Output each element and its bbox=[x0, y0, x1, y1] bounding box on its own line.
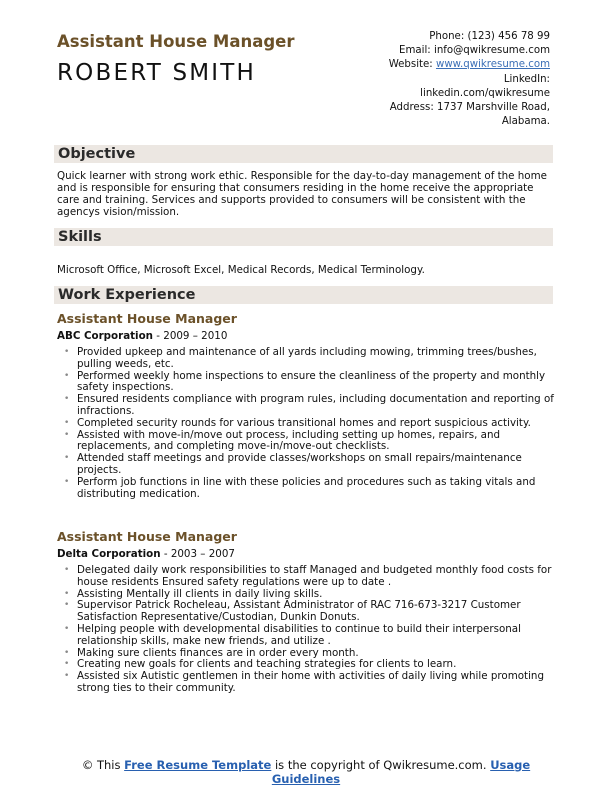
bullet-item: • Assisted with move-in/move out process, including setting up homes, repairs, and replacements, and completing move-in/move-out checklists. bbox=[57, 430, 554, 454]
contact-block bbox=[310, 30, 550, 129]
email-label: Email: bbox=[399, 45, 431, 57]
bullet-item: • Making sure clients finances are in order every month. bbox=[57, 648, 554, 660]
objective-heading: Objective bbox=[58, 146, 136, 162]
job-role: Assistant House Manager bbox=[57, 311, 237, 326]
website-link[interactable]: www.qwikresume.com bbox=[435, 59, 550, 71]
bullet-item: • Attended staff meetings and provide classes/workshops on small repairs/maintenance projects. bbox=[57, 453, 554, 477]
bullet-item: • Ensured residents compliance with program rules, including documentation and reporting of infractions. bbox=[57, 394, 554, 418]
footer-middle: is the copyright of Qwikresume.com. bbox=[271, 758, 491, 772]
address-line2: Alabama. bbox=[501, 116, 550, 128]
address-label: Address: bbox=[389, 102, 434, 114]
bullet-item: • Helping people with developmental disabilities to continue to build their interpersonal relationship skills, make new friends, and utilize . bbox=[57, 624, 554, 648]
job-dates: - 2009 – 2010 bbox=[153, 330, 228, 342]
bullet-item: • Provided upkeep and maintenance of all yards including mowing, trimming trees/bushes, pulling weeds, etc. bbox=[57, 347, 554, 371]
bullet-item: • Assisting Mentally ill clients in daily living skills. bbox=[57, 589, 554, 601]
contact-linkedin-label: LinkedIn: bbox=[503, 73, 550, 85]
bullet-item: • Completed security rounds for various transitional homes and report suspicious activity. bbox=[57, 418, 554, 430]
job-role: Assistant House Manager bbox=[57, 529, 237, 544]
job-company-line bbox=[57, 330, 227, 342]
job-title: Assistant House Manager bbox=[57, 32, 295, 51]
job-dates: - 2003 – 2007 bbox=[160, 548, 235, 560]
contact-linkedin-value: linkedin.com/qwikresume bbox=[420, 87, 550, 99]
job-company-line bbox=[57, 548, 235, 560]
company-name: Delta Corporation bbox=[57, 548, 161, 560]
bullet-item: • Perform job functions in line with these policies and procedures such as taking vitals and distributing medication. bbox=[57, 477, 554, 501]
bullet-item: • Assisted six Autistic gentlemen in their home with activities of daily living while promoting strong ties to their community. bbox=[57, 671, 554, 695]
guidelines-link[interactable]: Guidelines bbox=[271, 772, 341, 786]
bullet-item: • Supervisor Patrick Rocheleau, Assistant Administrator of RAC 716-673-3217 Customer Satisfaction Representative/Custodian, Dunkin Donuts. bbox=[57, 600, 554, 624]
contact-email bbox=[310, 44, 550, 58]
bullet-item: • Delegated daily work responsibilities to staff Managed and budgeted monthly food costs for house residents Ensured safety regulations were up to date . bbox=[57, 565, 554, 589]
email-value: info@qwikresume.com bbox=[433, 45, 550, 57]
address-line1: 1737 Marshville Road, bbox=[437, 102, 550, 114]
candidate-name: ROBERT SMITH bbox=[57, 60, 257, 86]
contact-address bbox=[310, 101, 550, 115]
job-bullets bbox=[57, 347, 554, 500]
bullet-item: • Performed weekly home inspections to ensure the cleanliness of the property and monthly safety inspections. bbox=[57, 371, 554, 395]
footer bbox=[0, 758, 612, 786]
usage-link[interactable]: Usage bbox=[490, 758, 531, 772]
objective-text: Quick learner with strong work ethic. Responsible for the day-to-day management of the home and is responsible for ensuring that consumers residing in the home receive the appropriate care and training. Services and supports provided to consumers will be consistent with the agencys vision/mission. bbox=[57, 170, 547, 218]
contact-website bbox=[310, 58, 550, 72]
skills-text: Microsoft Office, Microsoft Excel, Medical Records, Medical Terminology. bbox=[57, 264, 425, 276]
experience-heading: Work Experience bbox=[58, 287, 196, 303]
company-name: ABC Corporation bbox=[57, 330, 153, 342]
free-resume-template-link[interactable]: Free Resume Template bbox=[124, 758, 272, 772]
skills-section-bar bbox=[54, 228, 553, 246]
bullet-item: • Creating new goals for clients and teaching strategies for clients to learn. bbox=[57, 659, 554, 671]
website-label: Website: bbox=[388, 59, 433, 71]
footer-copyright: © This bbox=[81, 758, 125, 772]
phone-value: (123) 456 78 99 bbox=[467, 31, 550, 42]
phone-label: Phone: bbox=[429, 31, 465, 42]
skills-heading: Skills bbox=[58, 229, 102, 245]
contact-phone bbox=[310, 30, 550, 44]
job-bullets bbox=[57, 565, 554, 695]
